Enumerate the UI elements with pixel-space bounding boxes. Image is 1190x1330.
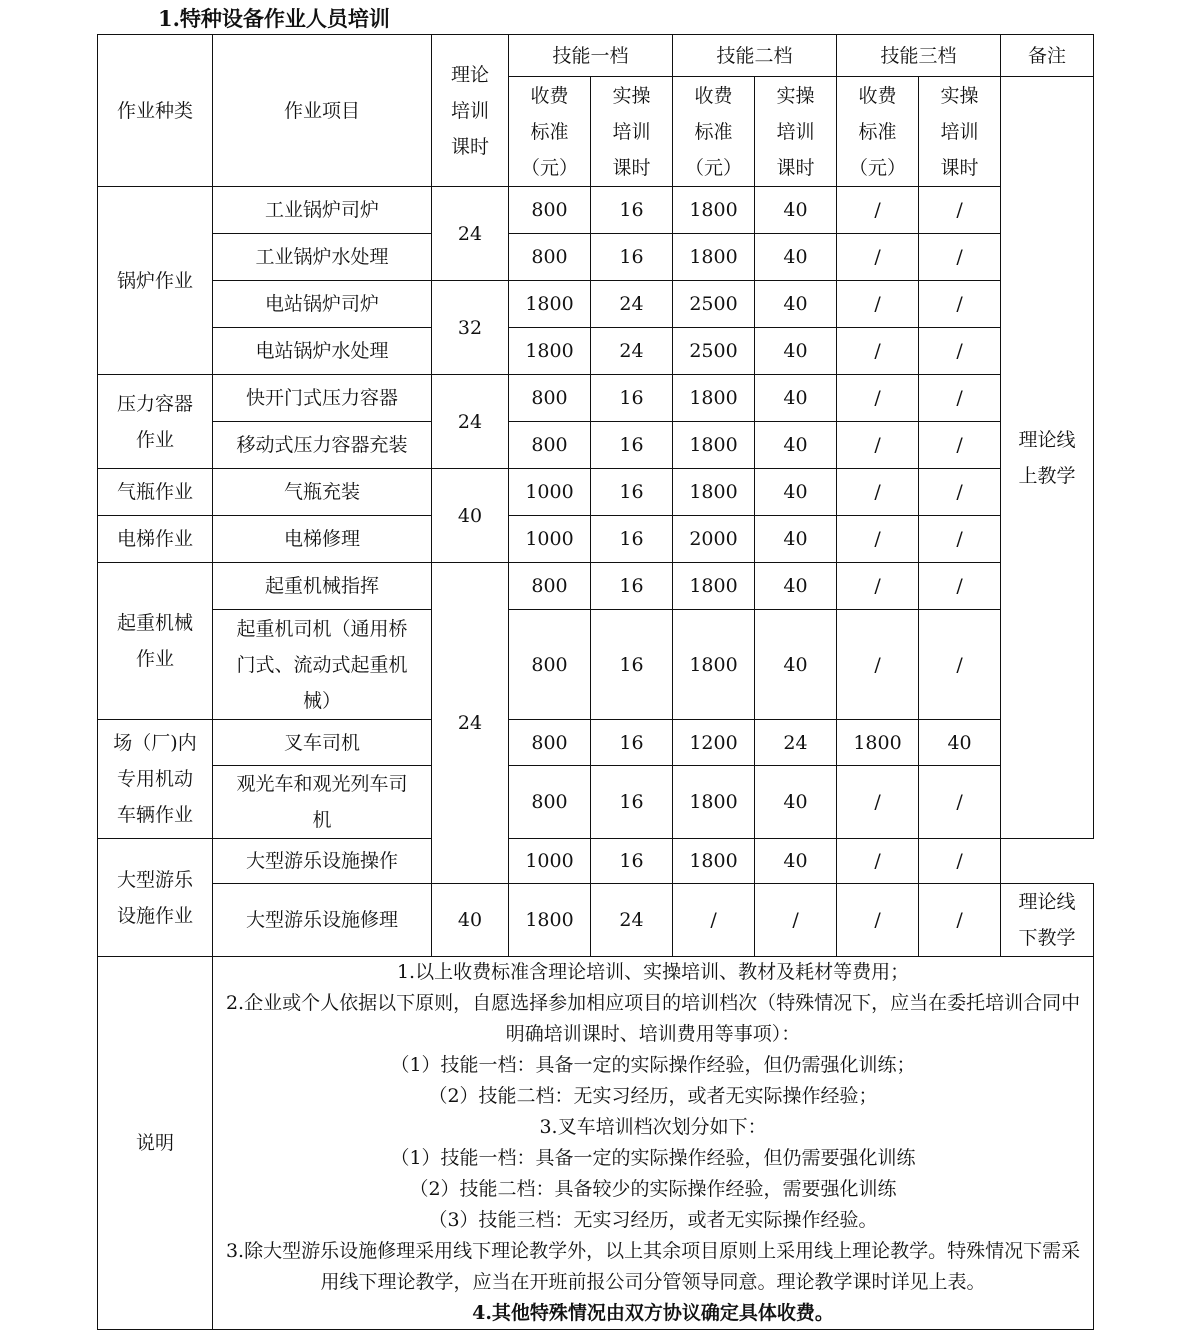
category-boiler: 锅炉作业 [98,187,213,375]
l2-hours-cell: 40 [755,422,837,469]
l2-hours-cell: 40 [755,766,837,839]
l2-fee-cell: 1200 [673,720,755,766]
table-row [98,469,1094,516]
item-cell: 起重机司机（通用桥 门式、流动式起重机 械） [213,610,432,720]
l3-hours-cell: / [919,187,1001,234]
l1-fee-cell: 800 [509,375,591,422]
header-l3-hours: 实操 培训 课时 [919,77,1001,187]
l3-hours-cell: / [919,469,1001,516]
note-line: （2）技能二档：无实习经历，或者无实际操作经验； [428,1085,878,1107]
theory-hours-cell: 24 [432,563,509,884]
item-cell: 工业锅炉司炉 [213,187,432,234]
item-cell: 电梯修理 [213,516,432,563]
l2-fee-cell: 1800 [673,234,755,281]
l3-fee-cell: / [837,375,919,422]
table-row [98,187,1094,234]
theory-hours-cell: 24 [432,187,509,281]
category-crane: 起重机械 作业 [98,563,213,720]
l1-hours-cell: 16 [591,516,673,563]
l3-hours-cell: / [919,839,1001,884]
l1-hours-cell: 16 [591,610,673,720]
l1-hours-cell: 24 [591,281,673,328]
note-line: 2.企业或个人依据以下原则，自愿选择参加相应项目的培训档次（特殊情况下，应当在委托培训合同中明确培训课时、培训费用等事项）： [225,992,1081,1045]
l2-fee-cell: 1800 [673,839,755,884]
item-cell: 起重机械指挥 [213,563,432,610]
table-row [98,422,1094,469]
header-l1-fee: 收费 标准 （元） [509,77,591,187]
l3-fee-cell: / [837,328,919,375]
l3-fee-cell: / [837,281,919,328]
l1-fee-cell: 1800 [509,884,591,957]
l1-hours-cell: 24 [591,884,673,957]
note-line: 3.叉车培训档次划分如下： [539,1116,767,1138]
l1-fee-cell: 1000 [509,469,591,516]
l3-hours-cell: / [919,563,1001,610]
l2-hours-cell: 40 [755,516,837,563]
item-cell: 观光车和观光列车司 机 [213,766,432,839]
note-line: （3）技能三档：无实习经历，或者无实际操作经验。 [428,1209,878,1231]
l3-hours-cell: / [919,766,1001,839]
category-cylinder: 气瓶作业 [98,469,213,516]
l1-fee-cell: 800 [509,187,591,234]
l2-hours-cell: 40 [755,234,837,281]
table-row [98,766,1094,839]
l2-fee-cell: 1800 [673,187,755,234]
note-line: 3.除大型游乐设施修理采用线下理论教学外，以上其余项目原则上采用线上理论教学。特殊情况下需采用线下理论教学，应当在开班前报公司分管领导同意。理论教学课时详见上表。 [225,1240,1081,1293]
header-l2-fee: 收费 标准 （元） [673,77,755,187]
table-row [98,720,1094,766]
item-cell: 快开门式压力容器 [213,375,432,422]
l3-hours-cell: / [919,610,1001,720]
l1-fee-cell: 800 [509,610,591,720]
notes-row [98,957,1094,1330]
item-cell: 大型游乐设施操作 [213,839,432,884]
theory-hours-cell: 40 [432,469,509,563]
l1-hours-cell: 16 [591,720,673,766]
l3-hours-cell: / [919,422,1001,469]
l3-hours-cell: / [919,234,1001,281]
l3-hours-cell: / [919,884,1001,957]
header-category: 作业种类 [98,35,213,187]
header-l2-hours: 实操 培训 课时 [755,77,837,187]
table-row [98,281,1094,328]
table-row [98,375,1094,422]
l1-hours-cell: 16 [591,766,673,839]
theory-hours-cell: 32 [432,281,509,375]
note-line: 4.其他特殊情况由双方协议确定具体收费。 [472,1302,834,1324]
note-line: （2）技能二档：具备较少的实际操作经验，需要强化训练 [409,1178,897,1200]
table-row [98,610,1094,720]
l2-fee-cell: 1800 [673,469,755,516]
note-line: （1）技能一档：具备一定的实际操作经验，但仍需强化训练； [390,1054,916,1076]
l2-hours-cell: 40 [755,375,837,422]
l1-fee-cell: 800 [509,720,591,766]
item-cell: 电站锅炉水处理 [213,328,432,375]
theory-hours-cell: 24 [432,375,509,469]
l3-hours-cell: / [919,516,1001,563]
l2-fee-cell: 2500 [673,281,755,328]
category-amusement: 大型游乐 设施作业 [98,839,213,957]
l3-fee-cell: / [837,884,919,957]
l3-fee-cell: / [837,610,919,720]
l1-fee-cell: 800 [509,563,591,610]
remark-offline: 理论线 下教学 [1001,884,1094,957]
table-row [98,563,1094,610]
l1-hours-cell: 16 [591,469,673,516]
header-theory-hours: 理论 培训 课时 [432,35,509,187]
l1-fee-cell: 1800 [509,281,591,328]
l3-fee-cell: / [837,766,919,839]
l2-fee-cell: 1800 [673,766,755,839]
notes-label: 说明 [98,957,213,1330]
l1-fee-cell: 1800 [509,328,591,375]
l2-hours-cell: 40 [755,187,837,234]
category-elevator: 电梯作业 [98,516,213,563]
l1-hours-cell: 16 [591,187,673,234]
l2-fee-cell: 1800 [673,375,755,422]
table-row [98,839,1094,884]
section-title: 1.特种设备作业人员培训 [158,6,390,31]
note-line: （1）技能一档：具备一定的实际操作经验，但仍需要强化训练 [390,1147,916,1169]
l2-fee-cell: 2000 [673,516,755,563]
l2-hours-cell: 40 [755,610,837,720]
l1-hours-cell: 16 [591,563,673,610]
notes-content [213,957,1094,1330]
l1-fee-cell: 800 [509,766,591,839]
header-remark: 备注 [1001,35,1094,77]
l1-fee-cell: 1000 [509,839,591,884]
l3-fee-cell: 1800 [837,720,919,766]
item-cell: 气瓶充装 [213,469,432,516]
header-level3: 技能三档 [837,35,1001,77]
l3-fee-cell: / [837,234,919,281]
table-row [98,328,1094,375]
l2-fee-cell: 1800 [673,610,755,720]
l1-hours-cell: 16 [591,839,673,884]
l3-fee-cell: / [837,563,919,610]
item-cell: 大型游乐设施修理 [213,884,432,957]
l3-fee-cell: / [837,839,919,884]
header-level2: 技能二档 [673,35,837,77]
theory-hours-cell: 40 [432,884,509,957]
l3-fee-cell: / [837,187,919,234]
l3-hours-cell: 40 [919,720,1001,766]
header-level1: 技能一档 [509,35,673,77]
l2-fee-cell: 2500 [673,328,755,375]
l1-fee-cell: 800 [509,234,591,281]
l1-hours-cell: 16 [591,234,673,281]
item-cell: 电站锅炉司炉 [213,281,432,328]
l3-hours-cell: / [919,281,1001,328]
header-l3-fee: 收费 标准 （元） [837,77,919,187]
l1-hours-cell: 16 [591,375,673,422]
note-line: 1.以上收费标准含理论培训、实操培训、教材及耗材等费用； [396,961,910,983]
training-fee-table [97,34,1094,1330]
l3-hours-cell: / [919,375,1001,422]
l3-fee-cell: / [837,422,919,469]
category-pressure: 压力容器 作业 [98,375,213,469]
l2-hours-cell: 40 [755,328,837,375]
item-cell: 工业锅炉水处理 [213,234,432,281]
l2-hours-cell: 40 [755,281,837,328]
item-cell: 移动式压力容器充装 [213,422,432,469]
l3-fee-cell: / [837,516,919,563]
l3-hours-cell: / [919,328,1001,375]
l3-fee-cell: / [837,469,919,516]
l1-fee-cell: 800 [509,422,591,469]
l1-hours-cell: 16 [591,422,673,469]
l2-hours-cell: 24 [755,720,837,766]
remark-online: 理论线 上教学 [1001,77,1094,839]
l2-fee-cell: / [673,884,755,957]
l2-fee-cell: 1800 [673,563,755,610]
table-row [98,516,1094,563]
l2-fee-cell: 1800 [673,422,755,469]
item-cell: 叉车司机 [213,720,432,766]
l1-fee-cell: 1000 [509,516,591,563]
l2-hours-cell: 40 [755,839,837,884]
table-row [98,234,1094,281]
table-row [98,884,1094,957]
l2-hours-cell: / [755,884,837,957]
l2-hours-cell: 40 [755,563,837,610]
header-item: 作业项目 [213,35,432,187]
header-l1-hours: 实操 培训 课时 [591,77,673,187]
l1-hours-cell: 24 [591,328,673,375]
l2-hours-cell: 40 [755,469,837,516]
category-vehicle: 场（厂)内 专用机动 车辆作业 [98,720,213,839]
